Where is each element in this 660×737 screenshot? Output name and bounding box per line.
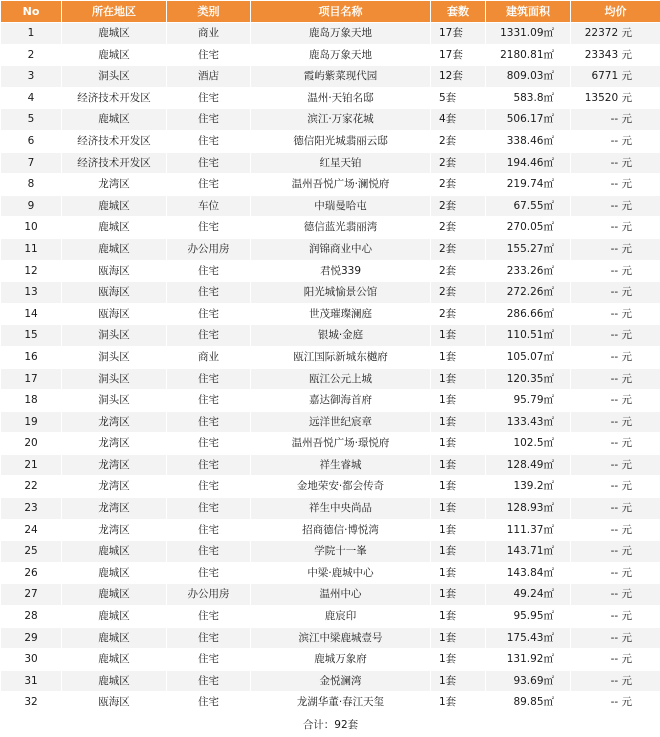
- district-cell: 鹿城区: [62, 649, 167, 671]
- price-cell: 23343 元: [571, 44, 660, 66]
- type-cell: 住宅: [167, 217, 251, 239]
- price-cell: 13520 元: [571, 87, 660, 109]
- area-cell: 93.69㎡: [486, 670, 571, 692]
- area-cell: 133.43㎡: [486, 411, 571, 433]
- district-cell: 鹿城区: [62, 109, 167, 131]
- type-cell: 住宅: [167, 433, 251, 455]
- table-row: [1, 325, 660, 347]
- project-name-cell: 瓯江国际新城东樾府: [251, 346, 431, 368]
- table-row: [1, 649, 660, 671]
- row-number: 1: [1, 23, 62, 45]
- price-cell: -- 元: [571, 541, 660, 563]
- area-cell: 139.2㎡: [486, 476, 571, 498]
- table-row: [1, 498, 660, 520]
- district-cell: 鹿城区: [62, 238, 167, 260]
- header-area: 建筑面积: [486, 1, 571, 23]
- district-cell: 鹿城区: [62, 584, 167, 606]
- district-cell: 洞头区: [62, 325, 167, 347]
- project-name-cell: 学院十一峯: [251, 541, 431, 563]
- table-row: [1, 454, 660, 476]
- row-number: 5: [1, 109, 62, 131]
- table-row: [1, 152, 660, 174]
- district-cell: 瓯海区: [62, 282, 167, 304]
- units-cell: 1套: [431, 433, 486, 455]
- area-cell: 143.71㎡: [486, 541, 571, 563]
- price-cell: -- 元: [571, 476, 660, 498]
- type-cell: 办公用房: [167, 584, 251, 606]
- district-cell: 鹿城区: [62, 541, 167, 563]
- district-cell: 鹿城区: [62, 217, 167, 239]
- area-cell: 67.55㎡: [486, 195, 571, 217]
- units-cell: 1套: [431, 411, 486, 433]
- type-cell: 住宅: [167, 454, 251, 476]
- units-cell: 1套: [431, 390, 486, 412]
- row-number: 13: [1, 282, 62, 304]
- row-number: 31: [1, 670, 62, 692]
- price-cell: -- 元: [571, 627, 660, 649]
- table-row: [1, 109, 660, 131]
- project-name-cell: 德信蓝光翡丽湾: [251, 217, 431, 239]
- row-number: 32: [1, 692, 62, 714]
- project-name-cell: 瓯江公元上城: [251, 368, 431, 390]
- type-cell: 住宅: [167, 476, 251, 498]
- units-cell: 2套: [431, 238, 486, 260]
- price-cell: -- 元: [571, 174, 660, 196]
- area-cell: 110.51㎡: [486, 325, 571, 347]
- type-cell: 住宅: [167, 109, 251, 131]
- units-cell: 1套: [431, 325, 486, 347]
- district-cell: 龙湾区: [62, 519, 167, 541]
- price-cell: -- 元: [571, 325, 660, 347]
- area-cell: 233.26㎡: [486, 260, 571, 282]
- table-body: [1, 23, 660, 714]
- type-cell: 住宅: [167, 411, 251, 433]
- row-number: 28: [1, 606, 62, 628]
- type-cell: 住宅: [167, 606, 251, 628]
- table-row: [1, 174, 660, 196]
- district-cell: 龙湾区: [62, 454, 167, 476]
- units-cell: 2套: [431, 174, 486, 196]
- district-cell: 龙湾区: [62, 411, 167, 433]
- row-number: 9: [1, 195, 62, 217]
- project-name-cell: 祥生睿城: [251, 454, 431, 476]
- price-cell: -- 元: [571, 454, 660, 476]
- table-row: [1, 670, 660, 692]
- district-cell: 龙湾区: [62, 476, 167, 498]
- row-number: 2: [1, 44, 62, 66]
- price-cell: -- 元: [571, 498, 660, 520]
- project-name-cell: 温州吾悦广场·澜悦府: [251, 174, 431, 196]
- row-number: 10: [1, 217, 62, 239]
- units-cell: 1套: [431, 562, 486, 584]
- type-cell: 酒店: [167, 66, 251, 88]
- row-number: 24: [1, 519, 62, 541]
- units-cell: 4套: [431, 109, 486, 131]
- price-cell: -- 元: [571, 411, 660, 433]
- district-cell: 龙湾区: [62, 433, 167, 455]
- type-cell: 住宅: [167, 303, 251, 325]
- row-number: 16: [1, 346, 62, 368]
- project-name-cell: 滨江中梁鹿城壹号: [251, 627, 431, 649]
- row-number: 3: [1, 66, 62, 88]
- project-name-cell: 鹿城万象府: [251, 649, 431, 671]
- row-number: 8: [1, 174, 62, 196]
- price-cell: -- 元: [571, 433, 660, 455]
- price-cell: -- 元: [571, 584, 660, 606]
- row-number: 18: [1, 390, 62, 412]
- type-cell: 住宅: [167, 174, 251, 196]
- area-cell: 111.37㎡: [486, 519, 571, 541]
- price-cell: -- 元: [571, 346, 660, 368]
- units-cell: 1套: [431, 368, 486, 390]
- row-number: 22: [1, 476, 62, 498]
- price-cell: -- 元: [571, 130, 660, 152]
- table-row: [1, 584, 660, 606]
- project-name-cell: 世茂璀璨澜庭: [251, 303, 431, 325]
- price-cell: -- 元: [571, 606, 660, 628]
- units-cell: 2套: [431, 195, 486, 217]
- area-cell: 102.5㎡: [486, 433, 571, 455]
- price-cell: -- 元: [571, 152, 660, 174]
- project-name-cell: 德信阳光城翡丽云邸: [251, 130, 431, 152]
- price-cell: -- 元: [571, 390, 660, 412]
- type-cell: 住宅: [167, 390, 251, 412]
- price-cell: -- 元: [571, 195, 660, 217]
- row-number: 19: [1, 411, 62, 433]
- table-row: [1, 411, 660, 433]
- price-cell: -- 元: [571, 692, 660, 714]
- price-cell: -- 元: [571, 303, 660, 325]
- project-name-cell: 阳光城愉景公馆: [251, 282, 431, 304]
- units-cell: 1套: [431, 454, 486, 476]
- area-cell: 583.8㎡: [486, 87, 571, 109]
- district-cell: 鹿城区: [62, 606, 167, 628]
- area-cell: 128.93㎡: [486, 498, 571, 520]
- area-cell: 1331.09㎡: [486, 23, 571, 45]
- district-cell: 鹿城区: [62, 44, 167, 66]
- project-name-cell: 霞屿紫菜现代园: [251, 66, 431, 88]
- table-row: [1, 303, 660, 325]
- units-cell: 17套: [431, 44, 486, 66]
- project-name-cell: 银城·金庭: [251, 325, 431, 347]
- area-cell: 272.26㎡: [486, 282, 571, 304]
- units-cell: 17套: [431, 23, 486, 45]
- project-name-cell: 中瑞曼哈屯: [251, 195, 431, 217]
- type-cell: 住宅: [167, 519, 251, 541]
- type-cell: 住宅: [167, 260, 251, 282]
- area-cell: 120.35㎡: [486, 368, 571, 390]
- units-cell: 1套: [431, 627, 486, 649]
- units-cell: 12套: [431, 66, 486, 88]
- type-cell: 车位: [167, 195, 251, 217]
- project-name-cell: 金地荣安·都会传奇: [251, 476, 431, 498]
- district-cell: 瓯海区: [62, 303, 167, 325]
- table-row: [1, 519, 660, 541]
- price-cell: -- 元: [571, 282, 660, 304]
- price-cell: -- 元: [571, 217, 660, 239]
- type-cell: 住宅: [167, 152, 251, 174]
- table-row: [1, 627, 660, 649]
- area-cell: 506.17㎡: [486, 109, 571, 131]
- row-number: 30: [1, 649, 62, 671]
- row-number: 11: [1, 238, 62, 260]
- price-cell: -- 元: [571, 519, 660, 541]
- district-cell: 鹿城区: [62, 627, 167, 649]
- table-header-row: [1, 1, 660, 23]
- district-cell: 洞头区: [62, 346, 167, 368]
- project-name-cell: 远洋世纪宸章: [251, 411, 431, 433]
- district-cell: 瓯海区: [62, 692, 167, 714]
- header-district: 所在地区: [62, 1, 167, 23]
- area-cell: 2180.81㎡: [486, 44, 571, 66]
- units-cell: 2套: [431, 303, 486, 325]
- area-cell: 131.92㎡: [486, 649, 571, 671]
- table-footer-row: [1, 714, 660, 737]
- project-name-cell: 温州吾悦广场·璟悦府: [251, 433, 431, 455]
- row-number: 17: [1, 368, 62, 390]
- project-name-cell: 鹿岛万象天地: [251, 44, 431, 66]
- row-number: 26: [1, 562, 62, 584]
- area-cell: 89.85㎡: [486, 692, 571, 714]
- row-number: 14: [1, 303, 62, 325]
- row-number: 15: [1, 325, 62, 347]
- district-cell: 龙湾区: [62, 498, 167, 520]
- units-cell: 1套: [431, 649, 486, 671]
- table-row: [1, 692, 660, 714]
- type-cell: 住宅: [167, 627, 251, 649]
- table-row: [1, 260, 660, 282]
- area-cell: 105.07㎡: [486, 346, 571, 368]
- area-cell: 809.03㎡: [486, 66, 571, 88]
- type-cell: 住宅: [167, 282, 251, 304]
- type-cell: 住宅: [167, 498, 251, 520]
- table-row: [1, 368, 660, 390]
- row-number: 25: [1, 541, 62, 563]
- price-cell: -- 元: [571, 670, 660, 692]
- units-cell: 2套: [431, 217, 486, 239]
- row-number: 6: [1, 130, 62, 152]
- units-cell: 1套: [431, 476, 486, 498]
- type-cell: 商业: [167, 23, 251, 45]
- row-number: 27: [1, 584, 62, 606]
- area-cell: 219.74㎡: [486, 174, 571, 196]
- price-cell: -- 元: [571, 109, 660, 131]
- table-row: [1, 23, 660, 45]
- row-number: 21: [1, 454, 62, 476]
- table-row: [1, 66, 660, 88]
- district-cell: 经济技术开发区: [62, 152, 167, 174]
- project-name-cell: 润锦商业中心: [251, 238, 431, 260]
- type-cell: 办公用房: [167, 238, 251, 260]
- row-number: 4: [1, 87, 62, 109]
- district-cell: 龙湾区: [62, 174, 167, 196]
- type-cell: 住宅: [167, 130, 251, 152]
- type-cell: 住宅: [167, 541, 251, 563]
- table-row: [1, 606, 660, 628]
- units-cell: 1套: [431, 606, 486, 628]
- area-cell: 338.46㎡: [486, 130, 571, 152]
- price-cell: 6771 元: [571, 66, 660, 88]
- type-cell: 住宅: [167, 649, 251, 671]
- header-price: 均价: [571, 1, 660, 23]
- project-name-cell: 招商德信·博悦湾: [251, 519, 431, 541]
- price-cell: 22372 元: [571, 23, 660, 45]
- district-cell: 洞头区: [62, 390, 167, 412]
- type-cell: 住宅: [167, 670, 251, 692]
- table-row: [1, 238, 660, 260]
- units-cell: 1套: [431, 584, 486, 606]
- type-cell: 商业: [167, 346, 251, 368]
- table-row: [1, 87, 660, 109]
- header-units: 套数: [431, 1, 486, 23]
- type-cell: 住宅: [167, 87, 251, 109]
- project-name-cell: 祥生中央尚品: [251, 498, 431, 520]
- district-cell: 鹿城区: [62, 562, 167, 584]
- area-cell: 175.43㎡: [486, 627, 571, 649]
- area-cell: 155.27㎡: [486, 238, 571, 260]
- district-cell: 瓯海区: [62, 260, 167, 282]
- area-cell: 194.46㎡: [486, 152, 571, 174]
- project-name-cell: 温州·天铂名邸: [251, 87, 431, 109]
- table-row: [1, 562, 660, 584]
- district-cell: 鹿城区: [62, 195, 167, 217]
- district-cell: 鹿城区: [62, 670, 167, 692]
- price-cell: -- 元: [571, 649, 660, 671]
- price-cell: -- 元: [571, 260, 660, 282]
- header-type: 类别: [167, 1, 251, 23]
- units-cell: 1套: [431, 498, 486, 520]
- area-cell: 49.24㎡: [486, 584, 571, 606]
- units-cell: 2套: [431, 130, 486, 152]
- type-cell: 住宅: [167, 562, 251, 584]
- units-cell: 1套: [431, 541, 486, 563]
- table-row: [1, 282, 660, 304]
- table-row: [1, 346, 660, 368]
- units-cell: 1套: [431, 346, 486, 368]
- units-cell: 5套: [431, 87, 486, 109]
- header-project: 项目名称: [251, 1, 431, 23]
- project-name-cell: 红星天铂: [251, 152, 431, 174]
- district-cell: 鹿城区: [62, 23, 167, 45]
- district-cell: 洞头区: [62, 368, 167, 390]
- project-name-cell: 中梁·鹿城中心: [251, 562, 431, 584]
- table-row: [1, 44, 660, 66]
- table-row: [1, 217, 660, 239]
- price-cell: -- 元: [571, 238, 660, 260]
- area-cell: 128.49㎡: [486, 454, 571, 476]
- units-cell: 2套: [431, 260, 486, 282]
- table-row: [1, 476, 660, 498]
- row-number: 12: [1, 260, 62, 282]
- total-label: 合计：92套: [1, 714, 660, 737]
- units-cell: 1套: [431, 692, 486, 714]
- project-name-cell: 鹿岛万象天地: [251, 23, 431, 45]
- area-cell: 143.84㎡: [486, 562, 571, 584]
- project-name-cell: 龙湖华董·春江天玺: [251, 692, 431, 714]
- area-cell: 286.66㎡: [486, 303, 571, 325]
- row-number: 23: [1, 498, 62, 520]
- type-cell: 住宅: [167, 368, 251, 390]
- price-cell: -- 元: [571, 368, 660, 390]
- area-cell: 95.79㎡: [486, 390, 571, 412]
- type-cell: 住宅: [167, 692, 251, 714]
- project-name-cell: 君悦339: [251, 260, 431, 282]
- type-cell: 住宅: [167, 44, 251, 66]
- area-cell: 270.05㎡: [486, 217, 571, 239]
- header-no: No: [1, 1, 62, 23]
- row-number: 7: [1, 152, 62, 174]
- district-cell: 洞头区: [62, 66, 167, 88]
- row-number: 20: [1, 433, 62, 455]
- project-name-cell: 嘉达御海首府: [251, 390, 431, 412]
- row-number: 29: [1, 627, 62, 649]
- table-row: [1, 541, 660, 563]
- project-name-cell: 滨江·万家花城: [251, 109, 431, 131]
- units-cell: 2套: [431, 282, 486, 304]
- area-cell: 95.95㎡: [486, 606, 571, 628]
- district-cell: 经济技术开发区: [62, 130, 167, 152]
- project-name-cell: 金悦澜湾: [251, 670, 431, 692]
- units-cell: 1套: [431, 519, 486, 541]
- price-cell: -- 元: [571, 562, 660, 584]
- units-cell: 1套: [431, 670, 486, 692]
- table-row: [1, 433, 660, 455]
- project-name-cell: 温州中心: [251, 584, 431, 606]
- type-cell: 住宅: [167, 325, 251, 347]
- district-cell: 经济技术开发区: [62, 87, 167, 109]
- table-row: [1, 130, 660, 152]
- table-row: [1, 195, 660, 217]
- table-row: [1, 390, 660, 412]
- project-name-cell: 鹿宸印: [251, 606, 431, 628]
- units-cell: 2套: [431, 152, 486, 174]
